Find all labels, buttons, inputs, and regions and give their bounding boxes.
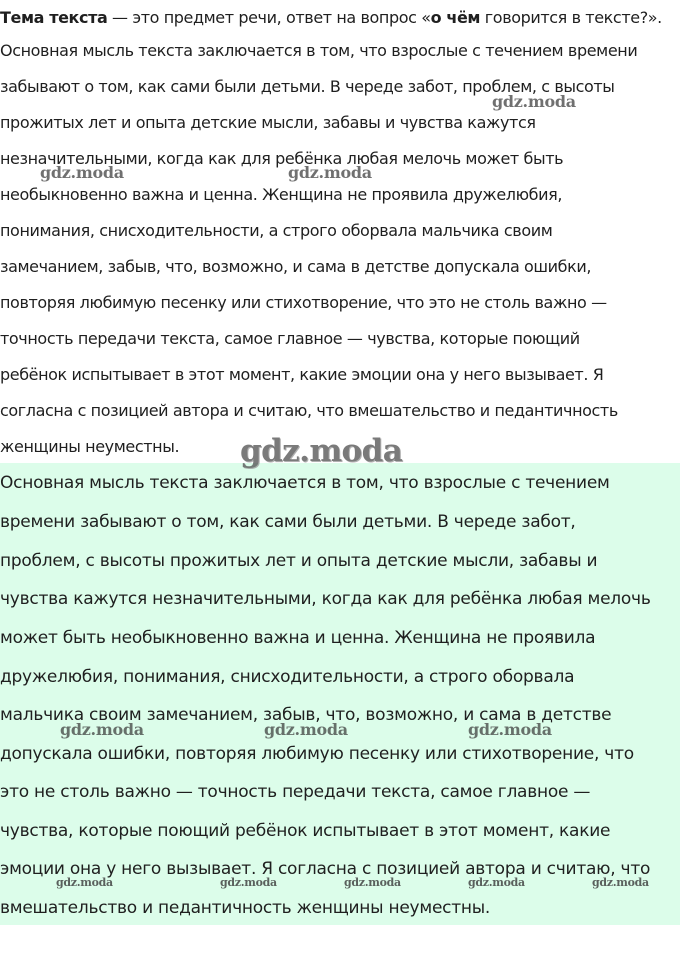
watermark: gdz.moda xyxy=(40,163,124,182)
answer-line: мальчика своим замечанием, забыв, что, возможно, и сама в детстве xyxy=(0,705,612,725)
intro-line: незначительными, когда как для ребёнка любая мелочь может быть xyxy=(0,149,564,168)
answer-section xyxy=(0,463,680,925)
intro-line: забывают о том, как сами были детьми. В череде забот, проблем, с высоты xyxy=(0,77,615,96)
answer-line: Основная мысль текста заключается в том, что взрослые с течением xyxy=(0,473,610,493)
intro-line: необыкновенно важна и ценна. Женщина не проявила дружелюбия, xyxy=(0,185,563,204)
watermark-small: gdz.moda xyxy=(592,876,649,889)
intro-line: женщины неуместны. xyxy=(0,437,180,456)
answer-line: проблем, с высоты прожитых лет и опыта детские мысли, забавы и xyxy=(0,551,598,571)
question-bold: о чём xyxy=(430,8,481,27)
answer-line: это не столь важно — точность передачи текста, самое главное — xyxy=(0,782,591,802)
answer-line: вмешательство и педантичность женщины неуместны. xyxy=(0,898,491,918)
watermark-small: gdz.moda xyxy=(220,876,277,889)
definition-text: — это предмет речи, ответ на вопрос « xyxy=(107,8,431,27)
intro-definition-line xyxy=(0,8,662,28)
question-rest: говорится в тексте?». xyxy=(480,8,662,27)
watermark: gdz.moda xyxy=(468,720,552,739)
intro-line: Основная мысль текста заключается в том, что взрослые с течением времени xyxy=(0,41,638,60)
intro-line: прожитых лет и опыта детские мысли, забавы и чувства кажутся xyxy=(0,113,536,132)
answer-line: допускала ошибки, повторяя любимую песенку или стихотворение, что xyxy=(0,744,634,764)
intro-line: понимания, снисходительности, а строго оборвала мальчика своим xyxy=(0,221,553,240)
term-label: Тема текста xyxy=(0,8,108,27)
answer-line: времени забывают о том, как сами были детьми. В череде забот, xyxy=(0,512,576,532)
watermark-small: gdz.moda xyxy=(344,876,401,889)
answer-line: может быть необыкновенно важна и ценна. Женщина не проявила xyxy=(0,628,596,648)
watermark: gdz.moda xyxy=(492,92,576,111)
watermark: gdz.moda xyxy=(264,720,348,739)
intro-line: точность передачи текста, самое главное — чувства, которые поющий xyxy=(0,329,580,348)
answer-line: чувства кажутся незначительными, когда как для ребёнка любая мелочь xyxy=(0,589,651,609)
intro-line: замечанием, забыв, что, возможно, и сама в детстве допускала ошибки, xyxy=(0,257,592,276)
answer-line: эмоции она у него вызывает. Я согласна с позицией автора и считаю, что xyxy=(0,859,651,879)
watermark-large: gdz.moda xyxy=(240,433,403,469)
watermark-small: gdz.moda xyxy=(56,876,113,889)
watermark-small: gdz.moda xyxy=(468,876,525,889)
intro-line: повторяя любимую песенку или стихотворение, что это не столь важно — xyxy=(0,293,607,312)
answer-line: чувства, которые поющий ребёнок испытывает в этот момент, какие xyxy=(0,821,611,841)
intro-line: согласна с позицией автора и считаю, что вмешательство и педантичность xyxy=(0,401,618,420)
watermark: gdz.moda xyxy=(288,163,372,182)
watermark: gdz.moda xyxy=(60,720,144,739)
answer-line: дружелюбия, понимания, снисходительности, а строго оборвала xyxy=(0,667,575,687)
intro-line: ребёнок испытывает в этот момент, какие эмоции она у него вызывает. Я xyxy=(0,365,604,384)
